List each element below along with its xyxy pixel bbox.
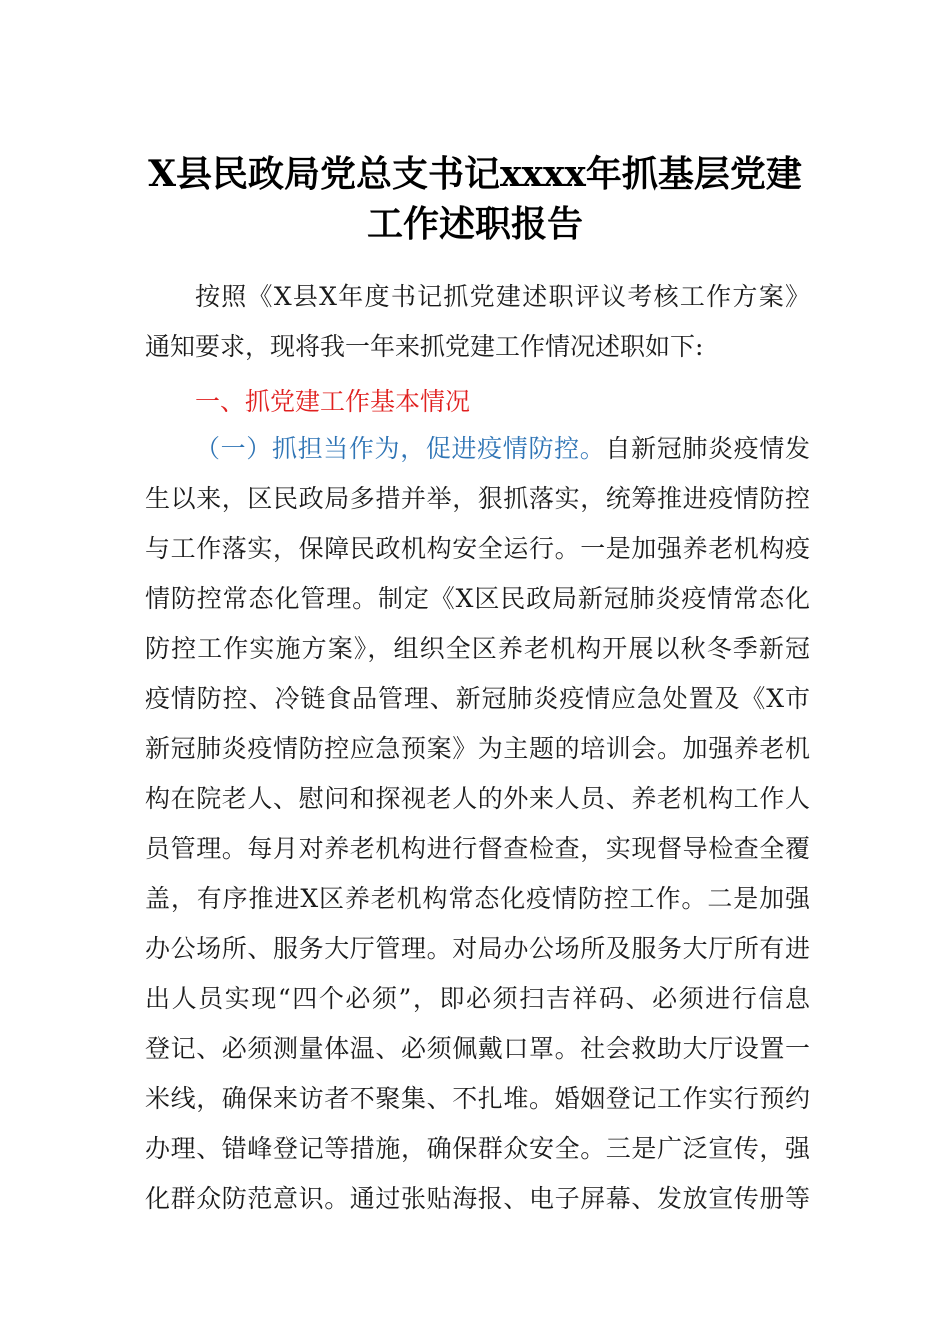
document-title-line-2: 工作述职报告	[366, 203, 583, 245]
paragraph-first-line-text: 自新冠肺炎疫情发	[605, 434, 810, 463]
paragraph-line: 新冠肺炎疫情防控应急预案》为主题的培训会。加强养老机	[145, 734, 810, 763]
paragraph-line: 与工作落实，保障民政机构安全运行。一是加强养老机构疫	[145, 534, 810, 563]
paragraph-line: 疫情防控、冷链食品管理、新冠肺炎疫情应急处置及《X市	[145, 684, 810, 713]
paragraph-line: 登记、必须测量体温、必须佩戴口罩。社会救助大厅设置一	[145, 1034, 810, 1063]
intro-paragraph	[145, 272, 810, 372]
intro-line-1: 按照《X县X年度书记抓党建述职评议考核工作方案》	[195, 282, 810, 311]
paragraph-line: 办公场所、服务大厅管理。对局办公场所及服务大厅所有进	[145, 934, 810, 963]
paragraph-line: 化群众防范意识。通过张贴海报、电子屏幕、发放宣传册等	[145, 1184, 810, 1213]
paragraph-line: 情防控常态化管理。制定《X区民政局新冠肺炎疫情常态化	[145, 584, 810, 613]
paragraph-line: 米线，确保来访者不聚集、不扎堆。婚姻登记工作实行预约	[145, 1084, 810, 1113]
paragraph-line: 员管理。每月对养老机构进行督查检查，实现督导检查全覆	[145, 834, 810, 863]
intro-line-2: 通知要求，现将我一年来抓党建工作情况述职如下:	[145, 332, 704, 361]
sub-heading-1: （一）抓担当作为，促进疫情防控。	[195, 434, 606, 463]
paragraph-line: 办理、错峰登记等措施，确保群众安全。三是广泛宣传，强	[145, 1134, 810, 1163]
section-heading-1: 一、抓党建工作基本情况	[195, 387, 471, 416]
paragraph-first-line	[145, 424, 810, 474]
document-title-line-1: X县民政局党总支书记xxxx年抓基层党建	[148, 153, 802, 195]
paragraph-line: 出人员实现“四个必须”，即必须扫吉祥码、必须进行信息	[145, 984, 810, 1013]
paragraph-line: 防控工作实施方案》，组织全区养老机构开展以秋冬季新冠	[145, 634, 810, 663]
paragraph-line: 生以来，区民政局多措并举，狠抓落实，统筹推进疫情防控	[145, 484, 810, 513]
paragraph-line: 构在院老人、慰问和探视老人的外来人员、养老机构工作人	[145, 784, 810, 813]
body-paragraph	[145, 424, 810, 1224]
paragraph-line: 盖，有序推进X区养老机构常态化疫情防控工作。二是加强	[145, 884, 810, 913]
